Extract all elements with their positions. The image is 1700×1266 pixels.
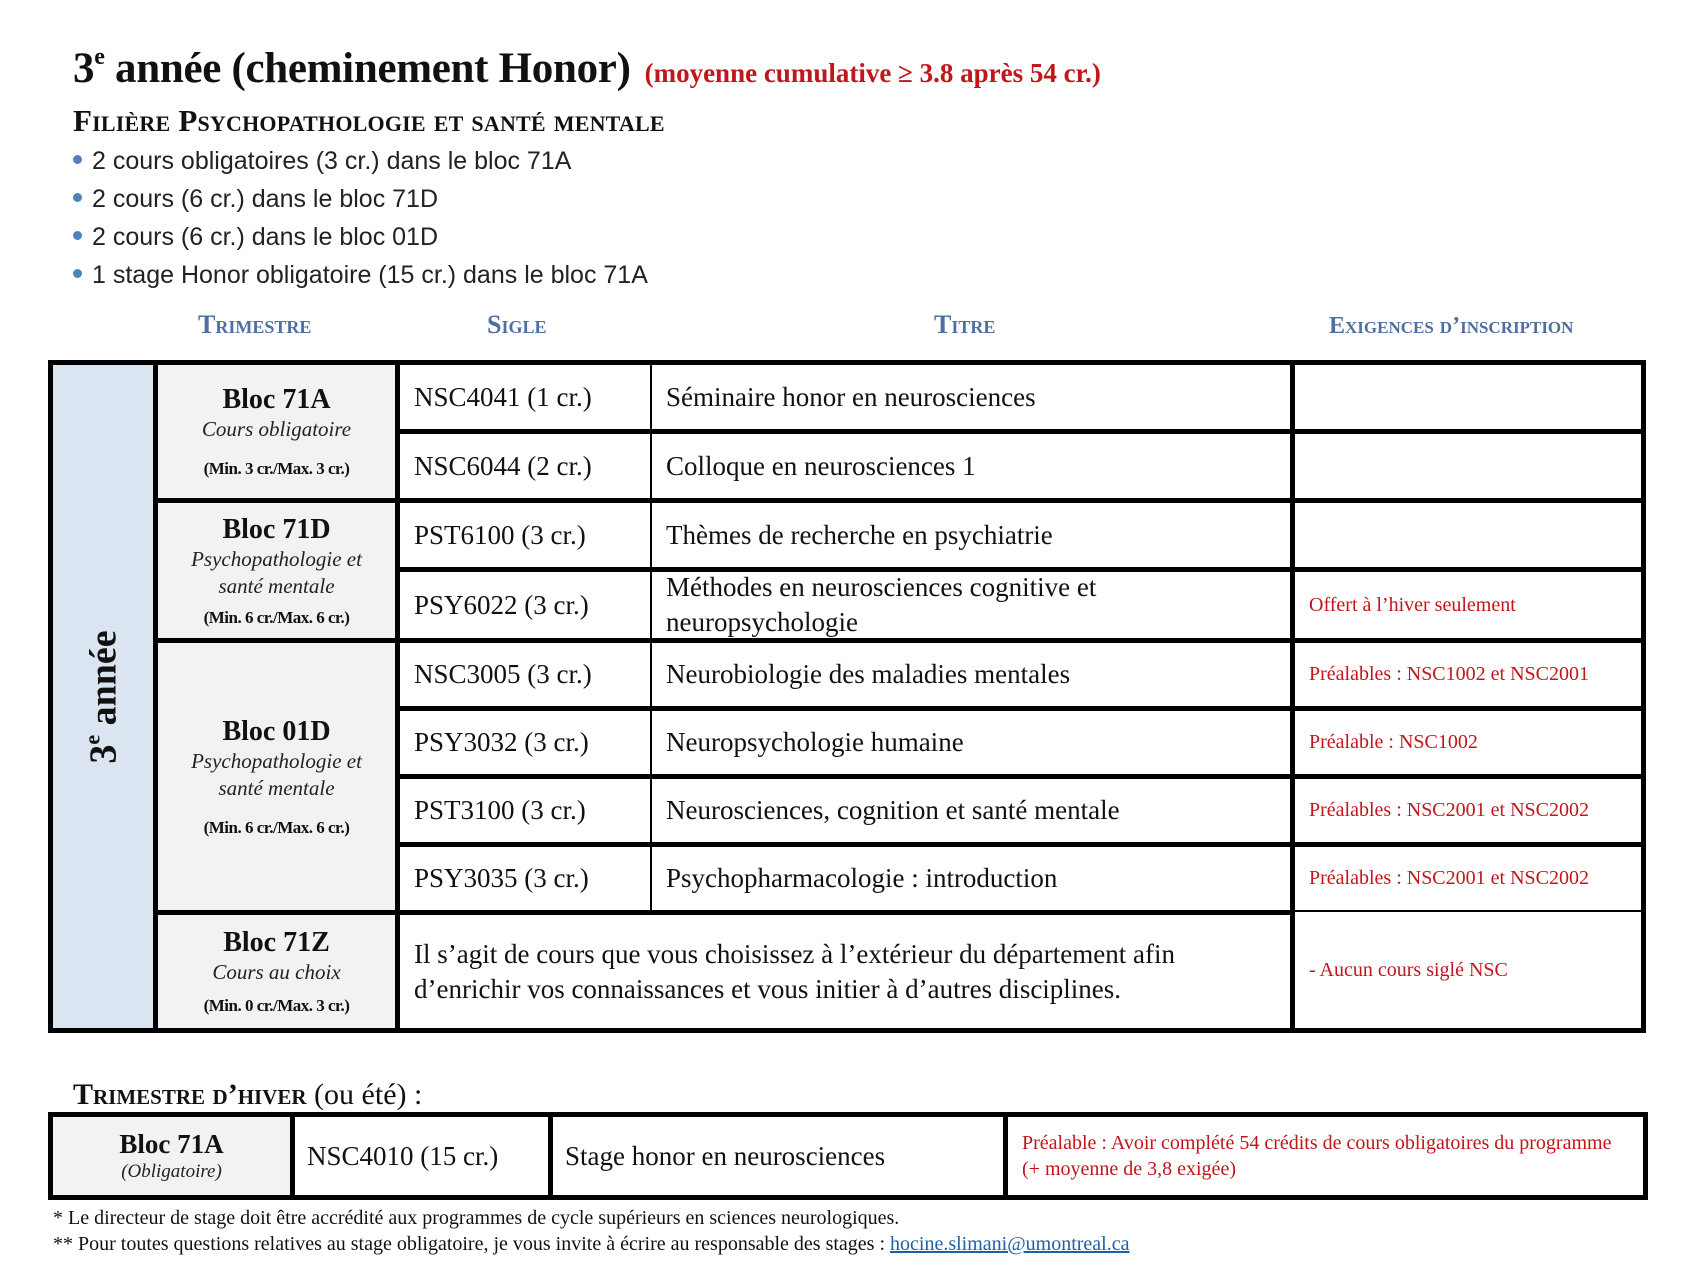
title-average-note: (moyenne cumulative ≥ 3.8 après 54 cr.)	[644, 58, 1101, 88]
course-sigle: PST6100 (3 cr.)	[414, 519, 586, 550]
course-requirement: Préalables : NSC1002 et NSC2001	[1309, 663, 1589, 685]
bloc-71z-requirement: - Aucun cours siglé NSC	[1309, 958, 1508, 981]
winter-course-sigle: NSC4010 (15 cr.)	[307, 1140, 499, 1171]
footnote-1: * Le directeur de stage doit être accrédité aux programmes de cycle supérieurs en sciences neurologiques.	[53, 1207, 900, 1229]
list-item: 2 cours obligatoires (3 cr.) dans le bloc 71A	[73, 142, 648, 180]
bloc-71a-cell	[158, 365, 395, 498]
footnote-2: ** Pour toutes questions relatives au stage obligatoire, je vous invite à écrire au responsable des stages : hocine.slimani@umontreal.ca	[53, 1233, 1130, 1255]
bloc-desc: Cours obligatoire	[201, 417, 352, 441]
course-sigle: PST3100 (3 cr.)	[414, 795, 586, 825]
bloc-desc: (Obligatoire)	[121, 1161, 222, 1182]
column-header-trimestre: Trimestre	[198, 310, 312, 339]
course-sigle: PSY3032 (3 cr.)	[414, 727, 589, 757]
list-item: 2 cours (6 cr.) dans le bloc 01D	[73, 218, 648, 256]
bloc-desc: Psychopathologie et santé mentale	[191, 748, 362, 800]
bullet-icon	[73, 193, 82, 202]
bullet-icon	[73, 269, 82, 278]
course-requirement	[1295, 434, 1641, 498]
bloc-range: (Min. 3 cr./Max. 3 cr.)	[203, 459, 350, 478]
course-requirement: Préalables : NSC2001 et NSC2002	[1309, 799, 1589, 821]
bloc-71z-description: Il s’agit de cours que vous choisissez à l’extérieur du département afin d’enrichir vos connaissances et vous initier à d’autres disciplines.	[414, 938, 1175, 1004]
list-item: 2 cours (6 cr.) dans le bloc 71D	[73, 180, 648, 218]
course-titre: Séminaire honor en neurosciences	[666, 381, 1036, 412]
winter-term-heading: Trimestre d’hiver (ou été) :	[73, 1078, 423, 1111]
bloc-range: (Min. 6 cr./Max. 6 cr.)	[203, 607, 350, 627]
course-requirement: Préalables : NSC2001 et NSC2002	[1309, 867, 1589, 889]
bullet-icon	[73, 155, 82, 164]
course-sigle: NSC4041 (1 cr.)	[414, 381, 592, 412]
course-requirement: Offert à l’hiver seulement	[1309, 593, 1516, 616]
bloc-desc: Cours au choix	[212, 960, 341, 984]
bloc-range: (Min. 6 cr./Max. 6 cr.)	[203, 817, 350, 837]
bloc-name: Bloc 71D	[222, 513, 331, 545]
course-titre: Thèmes de recherche en psychiatrie	[666, 519, 1053, 550]
course-titre: Neuropsychologie humaine	[666, 727, 964, 757]
list-item: 1 stage Honor obligatoire (15 cr.) dans le bloc 71A	[73, 256, 648, 294]
bloc-71z-cell	[158, 915, 395, 1028]
bloc-01d-cell	[158, 643, 395, 910]
course-sigle: NSC3005 (3 cr.)	[414, 659, 592, 689]
track-subtitle: Filière Psychopathologie et santé mentale	[73, 103, 665, 138]
course-titre: Neurosciences, cognition et santé mentale	[666, 795, 1120, 825]
course-requirement	[1295, 365, 1641, 429]
course-titre: Neurobiologie des maladies mentales	[666, 659, 1071, 689]
column-header-titre: Titre	[934, 310, 996, 339]
bloc-name: Bloc 71A	[119, 1129, 224, 1159]
course-titre: Colloque en neurosciences 1	[666, 450, 976, 481]
winter-table	[48, 1112, 1648, 1200]
course-requirement: Préalable : NSC1002	[1309, 731, 1478, 753]
winter-bloc-cell	[53, 1117, 290, 1195]
bloc-range: (Min. 0 cr./Max. 3 cr.)	[203, 996, 350, 1015]
bloc-name: Bloc 71A	[222, 384, 331, 415]
course-sigle: PSY3035 (3 cr.)	[414, 863, 589, 893]
bloc-desc: Psychopathologie et santé mentale	[191, 546, 362, 598]
year-label: 3e année	[80, 629, 126, 764]
bloc-name: Bloc 01D	[222, 715, 331, 747]
course-titre: Méthodes en neurosciences cognitive et neuropsychologie	[666, 572, 1097, 637]
column-header-sigle: Sigle	[487, 310, 547, 339]
course-titre: Psychopharmacologie : introduction	[666, 863, 1058, 893]
course-sigle: NSC6044 (2 cr.)	[414, 450, 592, 481]
course-sigle: PSY6022 (3 cr.)	[414, 589, 589, 620]
bloc-name: Bloc 71Z	[223, 927, 330, 958]
contact-email-link[interactable]: hocine.slimani@umontreal.ca	[890, 1233, 1130, 1255]
column-header-exigences: Exigences d’inscription	[1329, 313, 1574, 339]
title-main: 3e année (cheminement Honor)	[73, 44, 631, 92]
year-cell	[53, 365, 153, 1028]
bloc-71d-cell	[158, 503, 395, 638]
page-title	[73, 44, 1101, 93]
requirements-list	[73, 142, 648, 294]
course-requirement	[1295, 503, 1641, 567]
winter-course-titre: Stage honor en neurosciences	[565, 1140, 886, 1171]
courses-table	[48, 360, 1646, 1033]
winter-course-requirement: Préalable : Avoir complété 54 crédits de cours obligatoires du programme (+ moyenne de 3,8 exigée)	[1022, 1132, 1612, 1180]
bullet-icon	[73, 231, 82, 240]
